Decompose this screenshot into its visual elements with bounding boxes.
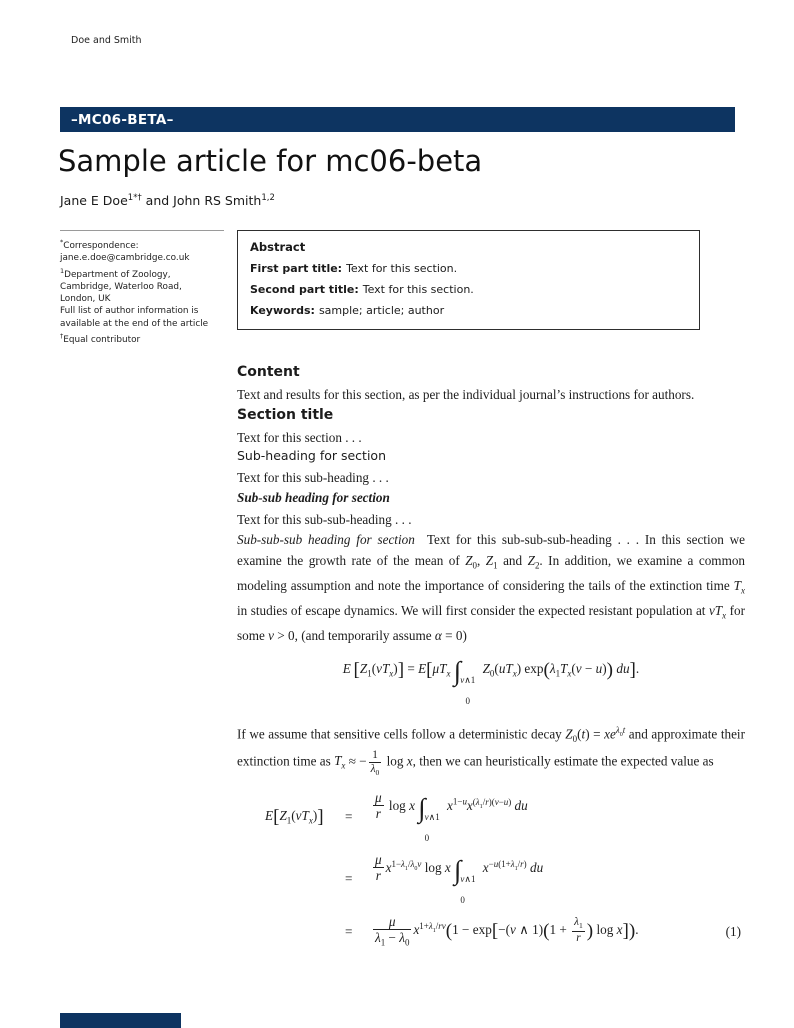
equal-contributor-note: †Equal contributor xyxy=(60,332,141,345)
paragraph-content: Text and results for this section, as per the individual journal’s instructions for authors. xyxy=(237,387,695,402)
article-body xyxy=(237,363,745,958)
subsubsection-heading: Sub-sub heading for section xyxy=(237,489,390,505)
equation-number: (1) xyxy=(725,923,741,939)
article-title: Sample article for mc06-beta xyxy=(58,144,483,178)
equation-align-block xyxy=(237,791,745,948)
affiliation-line: London, UK xyxy=(60,294,111,305)
equation-row xyxy=(237,791,745,843)
equation-lhs: $E[Z_1(vT_x)]$ xyxy=(265,806,324,828)
subsection-heading: Sub-heading for section xyxy=(237,448,386,463)
keywords-label: Keywords: xyxy=(250,304,315,317)
abstract-item xyxy=(250,262,687,275)
equation-row xyxy=(237,853,745,905)
section-heading-title: Section title xyxy=(237,406,334,423)
paragraph-subsubheading: Text for this sub-sub-heading . . . xyxy=(237,511,412,527)
paragraph-subsubsub xyxy=(237,530,745,646)
equation-row xyxy=(237,915,745,948)
correspondence-block xyxy=(60,230,224,346)
abstract-item-text: Text for this section. xyxy=(362,283,474,296)
abstract-heading: Abstract xyxy=(250,240,306,254)
equals-sign: = xyxy=(345,809,353,825)
keywords-text: sample; article; author xyxy=(318,304,445,317)
running-head: Doe and Smith xyxy=(71,35,142,46)
author-line: Jane E Doe$^{1*\dagger}$ and John RS Smith$^{1,2}$ xyxy=(60,193,275,209)
abstract-box xyxy=(237,230,700,330)
affiliation-line: $^1$Department of Zoology, xyxy=(60,266,171,280)
author-info-note: Full list of author information is xyxy=(60,306,199,317)
journal-banner-text: –MC06-BETA– xyxy=(71,111,174,128)
correspondence-email: jane.e.doe@cambridge.co.uk xyxy=(60,253,190,264)
section-heading-content: Content xyxy=(237,364,300,380)
abstract-item-text: Text for this section. xyxy=(346,262,458,275)
equals-sign: = xyxy=(345,871,353,887)
footer-bar xyxy=(60,1013,181,1028)
equals-sign: = xyxy=(345,923,353,939)
journal-banner xyxy=(60,107,735,132)
paragraph-subsubsub-text: Text for this sub-sub-sub-heading . . . In this section we examine the growth rate of the mean of $Z_0$, $Z_1$ and $Z_2$. In addition, we examine a common modeling assumption and note the importance of considering the tails of the extinction time $T_x$ in studies of escape dynamics. We will first consider the expected resistant population at $vT_x$ for some v > 0, (and temporarily assume α = 0) xyxy=(237,532,746,643)
equation-display: E $[Z_1(vT_x)] = E[\mu T_x$ ∫ v∧1 0 $Z_0(uT_x) \exp(\lambda_1T_x(v - u))$ du]. xyxy=(342,656,640,707)
correspondence-line: *Correspondence: xyxy=(60,238,139,251)
abstract-item xyxy=(250,283,687,296)
runin-heading: Sub-sub-sub heading for section xyxy=(237,532,415,547)
paragraph-decay: If we assume that sensitive cells follow a deterministic decay $Z_0(t) = xe^{\lambda_0t}$ and approximate their extinction time as $T_x$ ≈ − $\frac{1}{\lambda_0}$ log x, then we can heuristically estimate the expected value as xyxy=(237,725,745,778)
abstract-item-label: Second part title: xyxy=(250,283,359,296)
equation-rhs: $\frac{\mu}{r}$ $x^{1-\lambda_1/\lambda_0v}$ log x ∫ v∧1 0 $x^{-u(1+\lambda_1/r)}$ du xyxy=(375,852,544,906)
author-info-note: available at the end of the article xyxy=(60,318,209,329)
equation-rhs: $\frac{\mu}{\lambda_1 - \lambda_0}$ $x^{1+\lambda_1/rv}(1 - \exp[-(v$ ∧ 1)(1 + $\frac{\lambda_1}{r}$ ) log x]). xyxy=(375,914,639,948)
equation-rhs: $\frac{\mu}{r}$ log x ∫ v∧1 0 $x^{1-u}x^{(\lambda_1/r)(v-u)}$ du xyxy=(375,790,528,844)
paragraph-section: Text for this section . . . xyxy=(237,429,362,445)
paragraph-subheading: Text for this sub-heading . . . xyxy=(237,470,389,485)
affiliation-line: Cambridge, Waterloo Road, xyxy=(60,281,182,292)
abstract-item-label: First part title: xyxy=(250,262,343,275)
abstract-item xyxy=(250,304,687,317)
